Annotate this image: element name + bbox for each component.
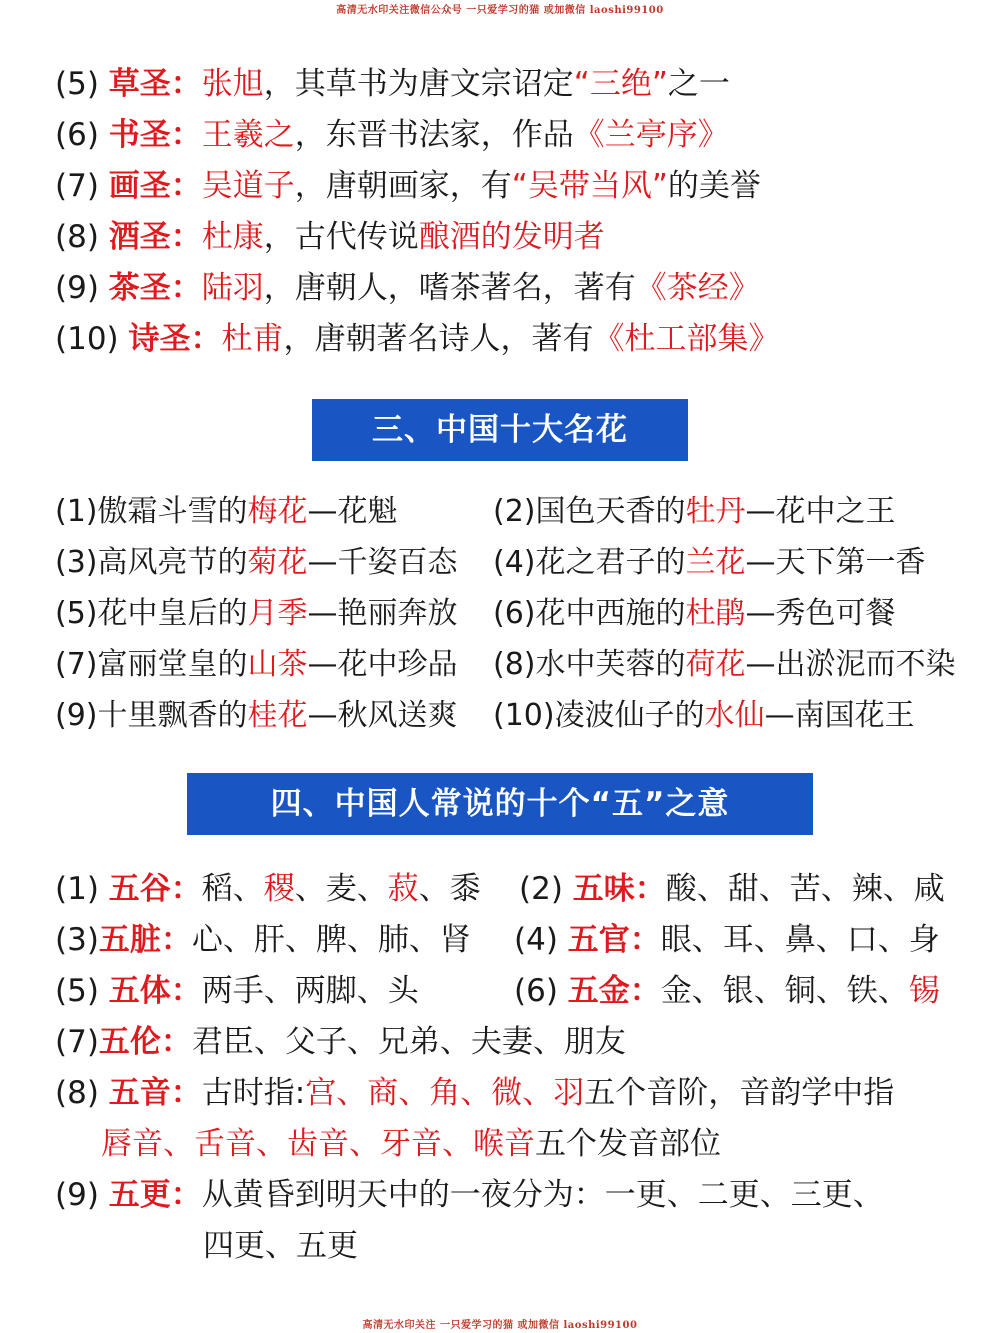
- flower-item: (7)富丽堂皇的山茶—花中珍品: [55, 647, 458, 682]
- section-title-five: 四、中国人常说的十个“五”之意: [187, 773, 813, 835]
- saint-item-10: (10) 诗圣：杜甫，唐朝著名诗人，著有《杜工部集》: [55, 321, 780, 357]
- five-item-tastes: (2) 五味：酸、甜、苦、辣、咸: [519, 871, 945, 907]
- five-item-organs: (3)五脏：心、肝、脾、肺、肾: [55, 922, 471, 958]
- saint-item-6: (6) 书圣：王羲之，东晋书法家，作品《兰亭序》: [55, 117, 729, 153]
- section-title-flowers: 三、中国十大名花: [312, 399, 688, 461]
- five-item-metals: (6) 五金：金、银、铜、铁、锡: [514, 973, 940, 1009]
- five-item-sounds-cont: 唇音、舌音、齿音、牙音、喉音五个发音部位: [101, 1126, 721, 1162]
- flower-item: (6)花中西施的杜鹃—秀色可餐: [493, 596, 896, 631]
- saint-item-9: (9) 茶圣：陆羽，唐朝人，嗜茶著名，著有《茶经》: [55, 270, 760, 306]
- flower-item: (5)花中皇后的月季—艳丽奔放: [55, 596, 458, 631]
- saint-item-5: (5) 草圣：张旭，其草书为唐文宗诏定“三绝”之一: [55, 66, 730, 102]
- saint-item-8: (8) 酒圣：杜康，古代传说酿酒的发明者: [55, 219, 605, 255]
- five-item-body: (5) 五体：两手、两脚、头: [55, 973, 419, 1009]
- watermark-top: 高清无水印关注微信公众号 一只爱学习的猫 或加微信 laoshi99100: [336, 5, 664, 16]
- saint-item-7: (7) 画圣：吴道子，唐朝画家，有“吴带当风”的美誉: [55, 168, 761, 204]
- flower-item: (9)十里飘香的桂花—秋风送爽: [55, 698, 458, 733]
- flower-item: (8)水中芙蓉的荷花—出淤泥而不染: [493, 647, 956, 682]
- five-item-watches: (9) 五更：从黄昏到明天中的一夜分为：一更、二更、三更、: [55, 1177, 884, 1213]
- five-item-watches-cont: 四更、五更: [203, 1228, 358, 1264]
- watermark-bottom: 高清无水印关注 一只爱学习的猫 或加微信 laoshi99100: [362, 1320, 638, 1331]
- flower-item: (4)花之君子的兰花—天下第一香: [493, 545, 926, 580]
- five-item-sounds: (8) 五音：古时指:宫、商、角、微、羽五个音阶，音韵学中指: [55, 1075, 895, 1111]
- five-item-relations: (7)五伦：君臣、父子、兄弟、夫妻、朋友: [55, 1024, 626, 1060]
- flower-item: (2)国色天香的牡丹—花中之王: [493, 494, 896, 529]
- flower-item: (10)凌波仙子的水仙—南国花王: [493, 698, 915, 733]
- five-item-grains: (1) 五谷：稻、稷、麦、菽、黍: [55, 871, 481, 907]
- flower-item: (1)傲霜斗雪的梅花—花魁: [55, 494, 398, 529]
- flower-item: (3)高风亮节的菊花—千姿百态: [55, 545, 458, 580]
- five-item-senses: (4) 五官：眼、耳、鼻、口、身: [514, 922, 940, 958]
